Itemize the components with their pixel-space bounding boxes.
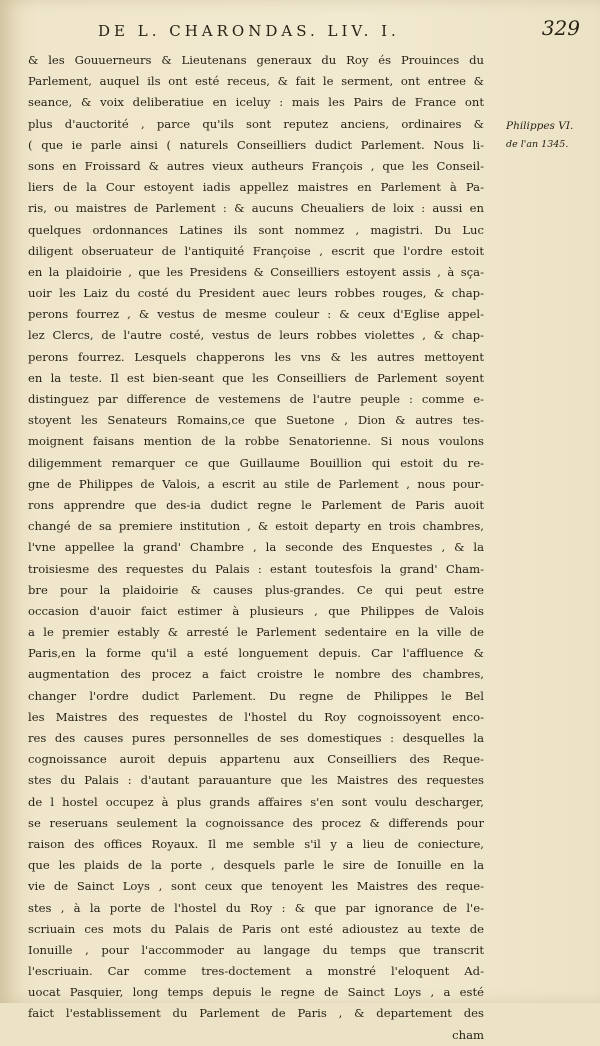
text-line: uoir les Laiz du costé du President auec leurs robbes rouges, & chap- — [28, 286, 484, 301]
text-line: raison des offices Royaux. Il me semble s'il y a lieu de coniecture, — [28, 836, 484, 851]
text-line: & les Gouuerneurs & Lieutenans generaux du Roy és Prouinces du — [28, 53, 484, 67]
text-line: bre pour la plaidoirie & causes plus-grandes. Ce qui peut estre — [28, 582, 484, 597]
text-line: faict l'establissement du Parlement de Paris , & departement des — [28, 1006, 484, 1021]
text-line: vie de Sainct Loys , sont ceux que tenoyent les Maistres des reque- — [28, 879, 484, 894]
text-line: diligemment remarquer ce que Guillaume Bouillion qui estoit du re- — [28, 455, 484, 470]
text-line: perons fourrez. Lesquels chapperons les vns & les autres mettoyent — [28, 349, 484, 364]
text-line: plus d'auctorité , parce qu'ils sont reputez anciens, ordinaires & — [28, 116, 484, 131]
text-line: seance, & voix deliberatiue en iceluy : mais les Pairs de France ont — [28, 95, 484, 110]
body-text — [28, 50, 484, 1046]
text-line: rons apprendre que des-ia dudict regne le Parlement de Paris auoit — [28, 497, 484, 512]
text-line: uocat Pasquier, long temps depuis le regne de Sainct Loys , a esté — [28, 985, 484, 1000]
text-line: Paris,en la forme qu'il a esté longuement depuis. Car l'affluence & — [28, 646, 484, 661]
text-line: occasion d'auoir faict estimer à plusieurs , que Philippes de Valois — [28, 603, 484, 618]
text-line: a le premier estably & arresté le Parlement sedentaire en la ville de — [28, 625, 484, 640]
text-line: augmentation des procez a faict croistre le nombre des chambres, — [28, 667, 484, 682]
text-line: stes , à la porte de l'hostel du Roy : & que par ignorance de l'e- — [28, 900, 484, 915]
text-line: gne de Philippes de Valois, a escrit au stile de Parlement , nous pour- — [28, 476, 484, 491]
text-line: perons fourrez , & vestus de mesme couleur : & ceux d'Eglise appel- — [28, 307, 484, 322]
text-line: moignent faisans mention de la robbe Senatorienne. Si nous voulons — [28, 434, 484, 449]
text-line: stes du Palais : d'autant parauanture que les Maistres des requestes — [28, 773, 484, 788]
text-line: se reseruans seulement la cognoissance des procez & differends pour — [28, 815, 484, 830]
text-line: en la teste. Il est bien-seant que les Conseilliers de Parlement soyent — [28, 370, 484, 385]
page-number: 329 — [541, 16, 580, 40]
text-line: l'escriuain. Car comme tres-doctement a monstré l'eloquent Ad- — [28, 964, 484, 979]
running-head: DE L. CHARONDAS. LIV. I. — [98, 22, 400, 40]
text-line: que les plaids de la porte , desquels parle le sire de Ionuille en la — [28, 858, 484, 873]
text-line: scriuain ces mots du Palais de Paris ont esté adioustez au texte de — [28, 921, 484, 936]
text-line: en la plaidoirie , que les Presidens & Conseilliers estoyent assis , à sça- — [28, 264, 484, 279]
text-line: changé de sa premiere institution , & estoit departy en trois chambres, — [28, 519, 484, 534]
text-line: changer l'ordre dudict Parlement. Du regne de Philippes le Bel — [28, 688, 484, 703]
text-line: de l hostel occupez à plus grands affaires s'en sont voulu descharger, — [28, 794, 484, 809]
text-line: res des causes pures personnelles de ses domestiques : desquelles la — [28, 731, 484, 745]
text-line: l'vne appellee la grand' Chambre , la seconde des Enquestes , & la — [28, 540, 484, 555]
text-line: troisiesme des requestes du Palais : estant toutesfois la grand' Cham- — [28, 561, 484, 576]
margin-note: Philippes VI. — [506, 120, 574, 132]
text-line: cognoissance auroit depuis appartenu aux Conseilliers des Reque- — [28, 752, 484, 767]
text-line: Parlement, auquel ils ont esté receus, & fait le serment, ont entree & — [28, 74, 484, 89]
catchword: cham — [452, 1027, 484, 1042]
text-line: ( que ie parle ainsi ( naturels Conseilliers dudict Parlement. Nous li- — [28, 137, 484, 152]
text-line: ris, ou maistres de Parlement : & aucuns Cheualiers de loix : aussi en — [28, 201, 484, 216]
text-line: liers de la Cour estoyent iadis appellez maistres en Parlement à Pa- — [28, 180, 484, 195]
margin-note: de l'an 1345. — [506, 139, 569, 150]
text-line: distinguez par difference de vestemens de l'autre peuple : comme e- — [28, 392, 484, 406]
text-line: quelques ordonnances Latines ils sont nommez , magistri. Du Luc — [28, 222, 484, 237]
text-line: stoyent les Senateurs Romains,ce que Suetone , Dion & autres tes- — [28, 413, 484, 428]
text-line: Ionuille , pour l'accommoder au langage du temps que transcrit — [28, 942, 484, 957]
text-line: sons en Froissard & autres vieux autheurs François , que les Conseil- — [28, 158, 484, 173]
text-line: lez Clercs, de l'autre costé, vestus de leurs robbes violettes , & chap- — [28, 328, 484, 343]
text-line: diligent obseruateur de l'antiquité Françoise , escrit que l'ordre estoit — [28, 243, 484, 258]
page-header — [98, 16, 580, 44]
text-line: les Maistres des requestes de l'hostel du Roy cognoissoyent enco- — [28, 709, 484, 724]
